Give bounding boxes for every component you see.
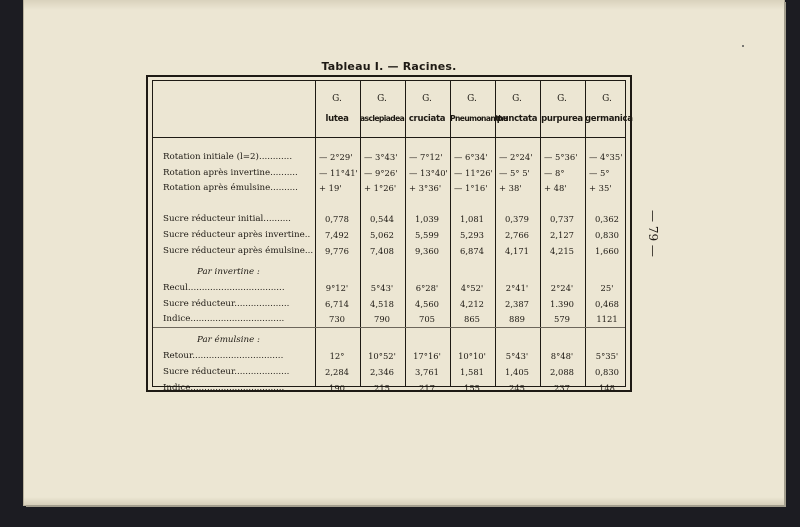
table-cell: + 1°26' (364, 183, 397, 193)
table-cell: 0,830 (595, 230, 619, 240)
table-cell: 0,544 (370, 214, 394, 224)
page-bottom-edge (24, 497, 784, 505)
section-rule (153, 327, 625, 328)
table-cell: 2,766 (505, 230, 529, 240)
table-cell: 730 (329, 314, 345, 324)
table-cell: 2,088 (550, 367, 574, 377)
table-cell: — 13°40' (409, 168, 448, 178)
row-label: Rotation initiale (l=2)............ (163, 152, 293, 162)
table-cell: 4,215 (550, 246, 574, 256)
row-label: Sucre réducteur.................... (163, 299, 290, 309)
table-cell: 25' (600, 283, 614, 293)
row-label: Sucre réducteur après invertine.. (163, 230, 311, 240)
table-cell: 790 (374, 314, 390, 324)
row-label: Sucre réducteur.................... (163, 367, 290, 377)
table-cell: 9,776 (325, 246, 349, 256)
row-label: Rotation après invertine.......... (163, 168, 298, 178)
table-cell: 7,492 (325, 230, 349, 240)
row-label: Sucre réducteur initial.......... (163, 214, 291, 224)
table-cell: 1,039 (415, 214, 439, 224)
table-cell: 217 (419, 383, 435, 393)
table-cell: 705 (419, 314, 435, 324)
row-label: Retour................................. (163, 351, 284, 361)
table-cell: 6,874 (460, 246, 484, 256)
table-cell: 2,127 (550, 230, 574, 240)
table-cell: 2°41' (505, 283, 529, 293)
genus-label: G. (467, 94, 477, 104)
table-cell: 5,062 (370, 230, 394, 240)
table-cell: 6°28' (415, 283, 439, 293)
table-cell: — 1°16' (454, 183, 488, 193)
table-cell: — 3°43' (364, 152, 398, 162)
table-cell: — 5° (589, 168, 610, 178)
table-cell: 237 (554, 383, 570, 393)
table-frame (146, 75, 632, 392)
table-cell: 0,468 (595, 299, 619, 309)
table-cell: 10°10' (458, 351, 486, 361)
data-table (152, 80, 633, 393)
header-rule (153, 137, 625, 138)
table-cell: — 5°36' (544, 152, 578, 162)
table-cell: 8°48' (550, 351, 574, 361)
genus-label: G. (422, 94, 432, 104)
table-cell: 12° (329, 351, 345, 361)
page-number: — 79 — (646, 210, 660, 257)
row-label: Indice.................................. (163, 314, 285, 324)
table-cell: 889 (509, 314, 525, 324)
table-cell: 1.390 (550, 299, 574, 309)
genus-label: G. (377, 94, 387, 104)
table-cell: — 11°26' (454, 168, 493, 178)
table-cell: 4,212 (460, 299, 484, 309)
table-title: Tableau I. — Racines. (321, 60, 457, 73)
species-header: germanica (585, 114, 633, 124)
row-label: Indice.................................. (163, 383, 285, 393)
table-cell: 0,379 (505, 214, 529, 224)
table-cell: — 4°35' (589, 152, 623, 162)
table-cell: — 6°34' (454, 152, 488, 162)
table-cell: — 2°29' (319, 152, 353, 162)
table-cell: — 5° 5' (499, 168, 530, 178)
genus-label: G. (557, 94, 567, 104)
genus-label: G. (512, 94, 522, 104)
table-cell: 9,360 (415, 246, 439, 256)
section-heading: Par invertine : (197, 267, 260, 277)
table-cell: — 11°41' (319, 168, 358, 178)
table-cell: 5°35' (595, 351, 619, 361)
table-cell: 10°52' (368, 351, 396, 361)
table-cell: 579 (554, 314, 570, 324)
table-cell: 2,346 (370, 367, 394, 377)
table-cell: 7,408 (370, 246, 394, 256)
table-cell: 0,778 (325, 214, 349, 224)
table-cell: 0,737 (550, 214, 574, 224)
table-cell: 0,362 (595, 214, 619, 224)
table-cell: — 8° (544, 168, 565, 178)
table-cell: 245 (509, 383, 525, 393)
table-cell: + 48' (544, 183, 567, 193)
table-cell: 0,830 (595, 367, 619, 377)
page-top-shadow (24, 0, 784, 10)
table-cell: + 38' (499, 183, 522, 193)
table-cell: 190 (329, 383, 345, 393)
row-label: Recul................................... (163, 283, 285, 293)
table-cell: 5,599 (415, 230, 439, 240)
genus-label: G. (602, 94, 612, 104)
row-label: Rotation après émulsine.......... (163, 183, 298, 193)
table-cell: + 3°36' (409, 183, 442, 193)
table-cell: 1,660 (595, 246, 619, 256)
table-cell: — 7°12' (409, 152, 443, 162)
table-cell: 17°16' (413, 351, 441, 361)
species-header: cruciata (408, 114, 446, 124)
table-cell: 1,581 (460, 367, 484, 377)
table-cell: — 9°26' (364, 168, 398, 178)
table-cell: 5°43' (505, 351, 529, 361)
table-cell: 6,714 (325, 299, 349, 309)
table-cell: 2°24' (550, 283, 574, 293)
table-cell: 4°52' (460, 283, 484, 293)
table-cell: 148 (599, 383, 615, 393)
ink-speck (742, 45, 744, 47)
table-cell: 5,293 (460, 230, 484, 240)
table-cell: 4,560 (415, 299, 439, 309)
table-cell: 1,081 (460, 214, 484, 224)
table-cell: 3,761 (415, 367, 439, 377)
table-cell: 1121 (596, 314, 618, 324)
table-cell: 5°43' (370, 283, 394, 293)
row-label: Sucre réducteur après émulsine... (163, 246, 313, 256)
table-cell: 4,518 (370, 299, 394, 309)
species-header: Pneumonanthe (450, 114, 508, 123)
table-cell: — 2°24' (499, 152, 533, 162)
species-header: lutea (325, 114, 349, 124)
table-cell: 9°12' (325, 283, 349, 293)
table-cell: 865 (464, 314, 480, 324)
species-header: purpurea (541, 114, 583, 124)
table-cell: 215 (374, 383, 390, 393)
genus-label: G. (332, 94, 342, 104)
table-cell: + 19' (319, 183, 342, 193)
table-cell: 4,171 (505, 246, 529, 256)
table-cell: 155 (464, 383, 480, 393)
table-cell: 1,405 (505, 367, 529, 377)
species-header: asclepiadea (360, 114, 405, 123)
table-cell: + 35' (589, 183, 612, 193)
section-heading: Par émulsine : (197, 335, 260, 345)
table-cell: 2,387 (505, 299, 529, 309)
species-header: punctata (496, 114, 538, 124)
table-cell: 2,284 (325, 367, 349, 377)
